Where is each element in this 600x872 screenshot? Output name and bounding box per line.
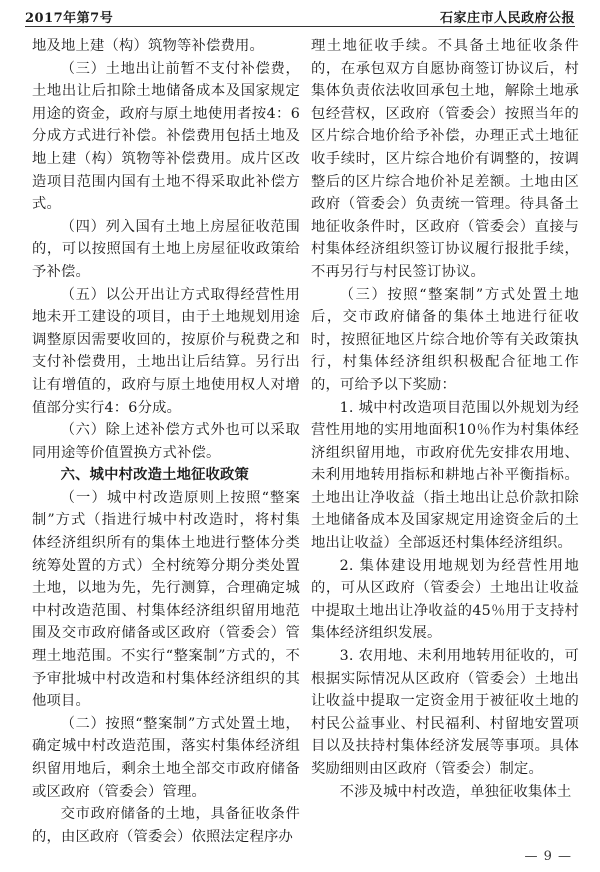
paragraph: 交市政府储备的土地，具备征收条件的，由区政府（管委会）依照法定程序办 — [32, 806, 300, 845]
paragraph: （二）按照“整案制”方式处置土地，确定城中村改造范围，落实村集体经济组织留用地后，剩余土地全部交市政府储备或区政府（管委会）管理。 — [32, 715, 300, 800]
page-number: — 9 — — [524, 849, 572, 864]
paragraph: （三）土地出让前暂不支付补偿费，土地出让后扣除土地储备成本及国家规定用途的资金，政府与原土地使用者按4：6分成方式进行补偿。补偿费用包括土地及地上建（构）筑物等补偿费用。成片区改造项目范围内国有土地不得采取此补偿方式。 — [32, 60, 300, 213]
paragraph: 1. 城中村改造项目范围以外规划为经营性用地的实用地面积10％作为村集体经济组织留用地，市政府优先安排农用地、未利用地转用指标和耕地占补平衡指标。土地出让净收益（指土地出让总价款扣除土地储备成本及国家规定用途资金后的土地出让收益）全部返还村集体经济组织。 — [311, 399, 579, 552]
paragraph: 不涉及城中村改造，单独征收集体土 — [339, 783, 572, 800]
page-header — [25, 0, 575, 27]
paragraph: （五）以公开出让方式取得经营性用地未开工建设的项目，由于土地规划用途调整原因需要收回的，按原价与税费之和支付补偿费用，土地出让后结算。另行出让有增值的，政府与原土地使用权人对增值部分实行4：6分成。 — [32, 286, 300, 416]
paragraph: 理土地征收手续。不具备土地征收条件的，在承包双方自愿协商签订协议后，村集体负责依法收回承包土地，解除土地承包经营权，区政府（管委会）按照当年的区片综合地价给予补偿，办理正式土地征收手续时，区片综合地价有调整的，按调整后的区片综合地价补足差额。土地由区政府（管委会）负责统一管理。待具备土地征收条件时，区政府（管委会）直接与村集体经济组织签订协议履行报批手续，不再另行与村民签订协议。 — [311, 38, 579, 280]
paragraph: （六）除上述补偿方式外也可以采取同用途等价值置换方式补偿。 — [32, 422, 300, 461]
paragraph: （一）城中村改造原则上按照“整案制”方式（指进行城中村改造时，将村集体经济组织所有的集体土地进行整体分类统筹处置的方式）全村统筹分期分类处置土地，以地为先，先行测算，合理确定城中村改造范围、村集体经济组织留用地范围及交市政府储备或区政府（管委会）管理土地范围。不实行“整案制”方式的，不予审批城中村改造和村集体经济组织的其他项目。 — [32, 489, 300, 710]
paragraph: 2. 集体建设用地规划为经营性用地的，可从区政府（管委会）土地出让收益中提取土地出让净收益的45％用于支持村集体经济组织发展。 — [311, 557, 579, 642]
issue-label: 2017年第7号 — [25, 11, 114, 26]
paragraph: （三）按照“整案制”方式处置土地后，交市政府储备的集体土地进行征收时，按照征地区片综合地价等有关政策执行，村集体经济组织积极配合征地工作的，可给予以下奖励： — [311, 286, 579, 393]
paragraph: 3. 农用地、未利用地转用征收的，可根据实际情况从区政府（管委会）土地出让收益中提取一定资金用于被征收土地的村民公益事业、村民福利、村留地安置项目以及扶持村集体经济发展等事项。具体奖励细则由区政府（管委会）制定。 — [311, 648, 579, 777]
section-heading: 六、城中村改造土地征收政策 — [60, 467, 250, 484]
left-column — [32, 35, 300, 847]
paragraph: （四）列入国有土地上房屋征收范围的，可以按照国有土地上房屋征收政策给予补偿。 — [32, 218, 300, 280]
journal-title: 石家庄市人民政府公报 — [439, 11, 575, 26]
right-column — [311, 35, 579, 847]
paragraph: 地及地上建（构）筑物等补偿费用。 — [32, 38, 264, 54]
